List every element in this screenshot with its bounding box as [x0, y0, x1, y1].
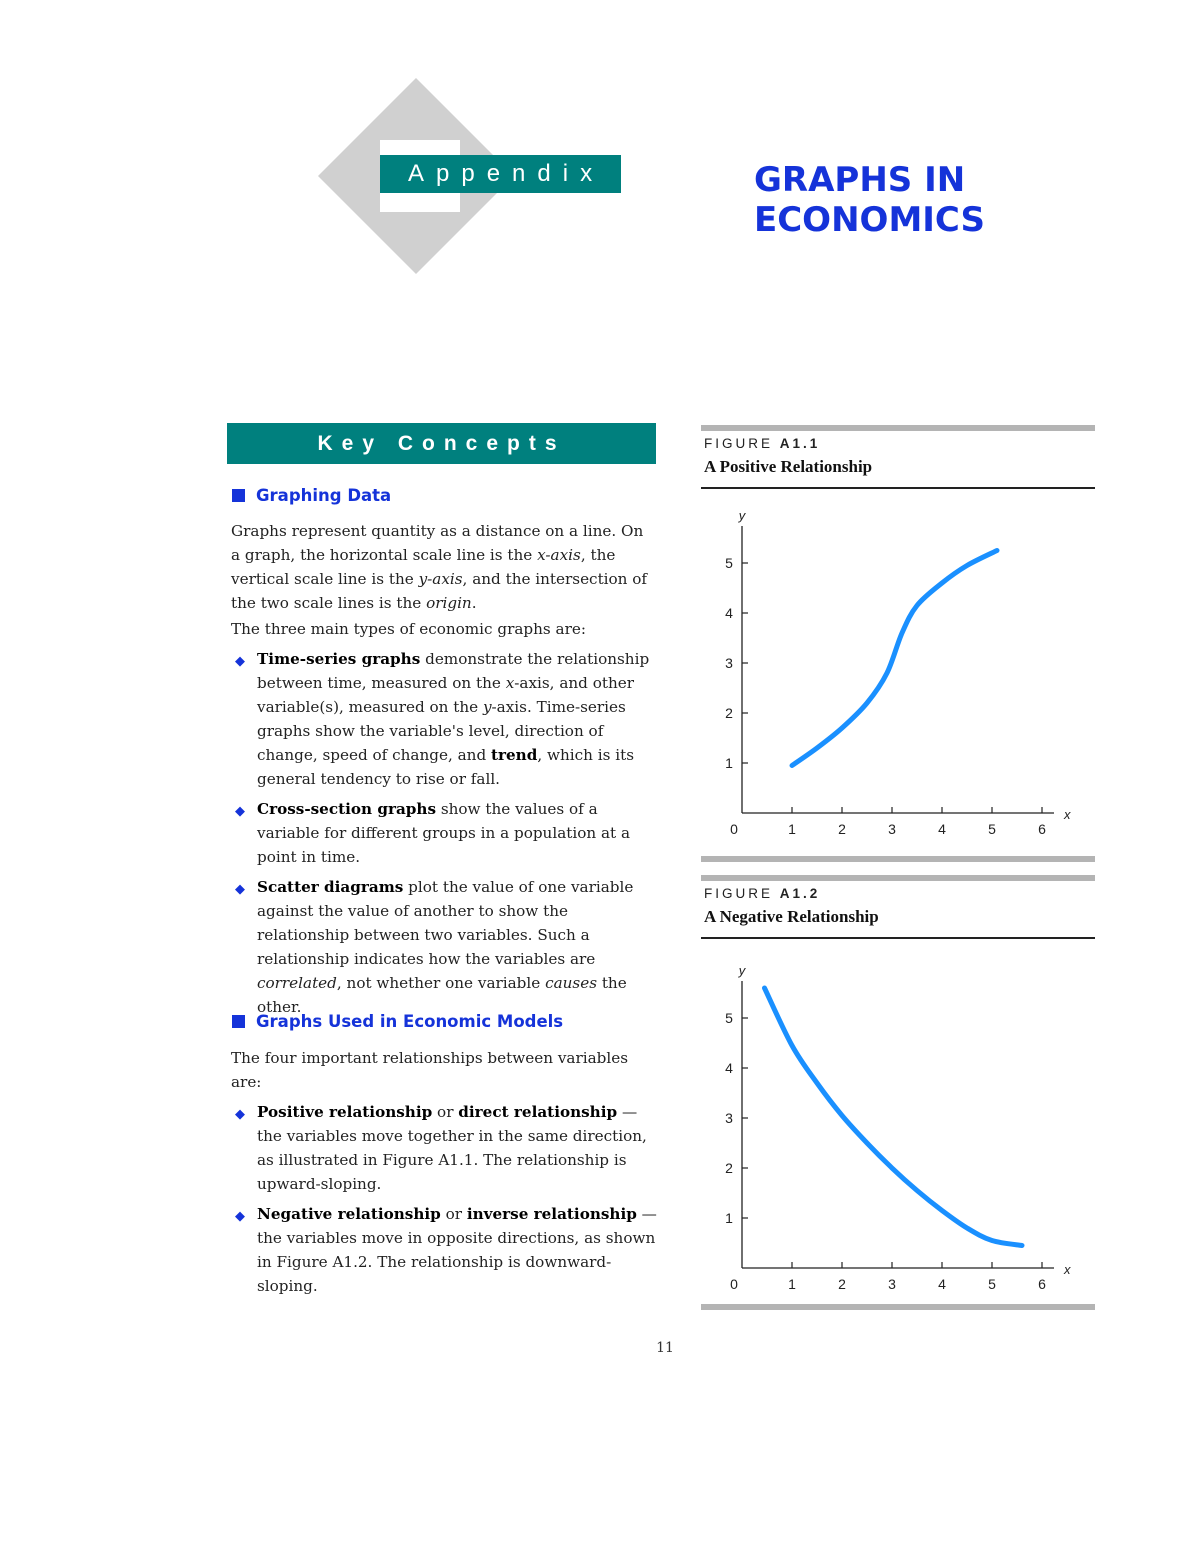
square-bullet-icon — [232, 489, 245, 502]
graphing-data-body — [231, 519, 657, 1019]
page-title — [754, 160, 1054, 240]
graph-types-list — [231, 647, 657, 1019]
figure-label — [704, 886, 820, 901]
text-span: , the vertical scale line is the — [231, 546, 616, 588]
x-tick-label: 2 — [838, 821, 846, 837]
term-origin: origin — [426, 594, 472, 612]
text-span: — the variables move in opposite directions, as shown in Figure A1.2. The relationship is downward-sloping. — [257, 1205, 657, 1295]
x-tick-label: 5 — [988, 821, 996, 837]
x-tick-label: 4 — [938, 821, 946, 837]
series-curve — [765, 988, 1023, 1246]
term-inverse-relationship: inverse relationship — [466, 1205, 637, 1223]
italic-span: y — [482, 698, 492, 716]
relationships-intro: The four important relationships between variables are: — [231, 1049, 629, 1091]
figure-top-rule — [701, 425, 1095, 431]
graph-types-intro: The three main types of economic graphs are: — [231, 620, 586, 638]
term-positive-relationship: Positive relationship — [257, 1103, 433, 1121]
list-item — [231, 1100, 657, 1196]
text-span: -axis. Time-series graphs show the variable's level, direction of change, speed of change, and — [257, 698, 626, 764]
diamond-bullet-icon: ◆ — [235, 1209, 245, 1224]
diamond-bullet-icon: ◆ — [235, 1107, 245, 1122]
term-direct-relationship: direct relationship — [458, 1103, 618, 1121]
figure-title: A Positive Relationship — [704, 457, 873, 476]
text-span: , and the intersection of the two scale lines is the — [231, 570, 648, 612]
section-title: Graphing Data — [256, 486, 392, 505]
series-curve — [792, 551, 997, 766]
section-heading-graphing-data — [232, 486, 391, 505]
list-item — [231, 875, 657, 1019]
text-span: , not whether one variable — [336, 974, 546, 992]
x-tick-label: 3 — [888, 821, 896, 837]
economic-models-body — [231, 1046, 657, 1298]
x-tick-label: 5 — [988, 1276, 996, 1292]
section-title: Graphs Used in Economic Models — [256, 1012, 564, 1031]
x-tick-label: 3 — [888, 1276, 896, 1292]
y-tick-label: 2 — [725, 705, 733, 721]
text-span: Graphs represent quantity as a distance on a line. On a graph, the horizontal scale line is the — [231, 522, 644, 564]
term-x-axis: x-axis — [537, 546, 581, 564]
text-span: or — [432, 1103, 459, 1121]
y-tick-label: 1 — [725, 1210, 733, 1226]
figure-number: A1.2 — [779, 886, 821, 901]
section-heading-economic-models — [232, 1012, 563, 1031]
list-item — [231, 1202, 657, 1298]
figure-title: A Negative Relationship — [704, 907, 879, 926]
x-tick-label: 4 — [938, 1276, 946, 1292]
y-tick-label: 3 — [725, 1110, 733, 1126]
figure-bottom-rule — [701, 856, 1095, 862]
text-span: — the variables move together in the same direction, as illustrated in Figure A1.1. The relationship is upward-sloping. — [257, 1103, 647, 1193]
diamond-bullet-icon: ◆ — [235, 804, 245, 819]
figure-number: A1.1 — [779, 436, 821, 451]
chart-positive-relationship — [700, 495, 1100, 845]
y-axis-label: y — [738, 508, 746, 523]
x-tick-label: 6 — [1038, 821, 1046, 837]
relationships-list — [231, 1100, 657, 1298]
term-cross-section: Cross-section graphs — [257, 800, 437, 818]
chart-negative-relationship — [700, 950, 1100, 1300]
italic-span: causes — [545, 974, 597, 992]
list-item — [231, 797, 657, 869]
page-number: 11 — [656, 1340, 674, 1356]
y-tick-label: 5 — [725, 555, 733, 571]
diamond-bullet-icon: ◆ — [235, 654, 245, 669]
text-span: the other. — [257, 974, 627, 1016]
text-span: , which is its general tendency to rise or fall. — [257, 746, 634, 788]
italic-span: correlated — [257, 974, 337, 992]
y-tick-label: 2 — [725, 1160, 733, 1176]
y-tick-label: 1 — [725, 755, 733, 771]
y-tick-label: 4 — [725, 605, 733, 621]
page-title-line2: ECONOMICS — [754, 200, 985, 240]
text-span: . — [471, 594, 477, 612]
figure-label-prefix: FIGURE — [704, 886, 774, 901]
text-span: -axis, and other variable(s), measured on the — [257, 674, 634, 716]
term-trend: trend — [491, 746, 538, 764]
x-tick-label: 6 — [1038, 1276, 1046, 1292]
figure-title-rule — [701, 487, 1095, 489]
term-y-axis: y-axis — [418, 570, 463, 588]
x-tick-label: 1 — [788, 1276, 796, 1292]
x-axis-label: x — [1064, 807, 1071, 822]
x-tick-label: 2 — [838, 1276, 846, 1292]
diamond-bullet-icon: ◆ — [235, 882, 245, 897]
y-tick-label: 5 — [725, 1010, 733, 1026]
x-tick-label: 0 — [730, 1276, 738, 1292]
y-tick-label: 4 — [725, 1060, 733, 1076]
figure-bottom-rule — [701, 1304, 1095, 1310]
figure-label-prefix: FIGURE — [704, 436, 774, 451]
x-tick-label: 1 — [788, 821, 796, 837]
figure-top-rule — [701, 875, 1095, 881]
key-concepts-heading: Key Concepts — [227, 423, 656, 464]
text-span: show the values of a variable for different groups in a population at a point in time. — [257, 800, 631, 866]
appendix-label: Appendix — [380, 155, 621, 193]
italic-span: x — [505, 674, 515, 692]
list-item — [231, 647, 657, 791]
x-tick-label: 0 — [730, 821, 738, 837]
page-title-line1: GRAPHS IN — [754, 160, 966, 200]
x-axis-label: x — [1064, 1262, 1071, 1277]
figure-title-rule — [701, 937, 1095, 939]
term-negative-relationship: Negative relationship — [257, 1205, 441, 1223]
graphing-data-paragraph — [231, 519, 657, 615]
square-bullet-icon — [232, 1015, 245, 1028]
term-scatter-diagrams: Scatter diagrams — [257, 878, 404, 896]
text-span: or — [440, 1205, 467, 1223]
y-axis-label: y — [738, 963, 746, 978]
term-time-series: Time-series graphs — [257, 650, 421, 668]
figure-label — [704, 436, 820, 451]
text-span: plot the value of one variable against the value of another to show the relationship between two variables. Such a relationship indicates how the variables are — [257, 878, 634, 968]
y-tick-label: 3 — [725, 655, 733, 671]
text-span: demonstrate the relationship between time, measured on the — [257, 650, 650, 692]
